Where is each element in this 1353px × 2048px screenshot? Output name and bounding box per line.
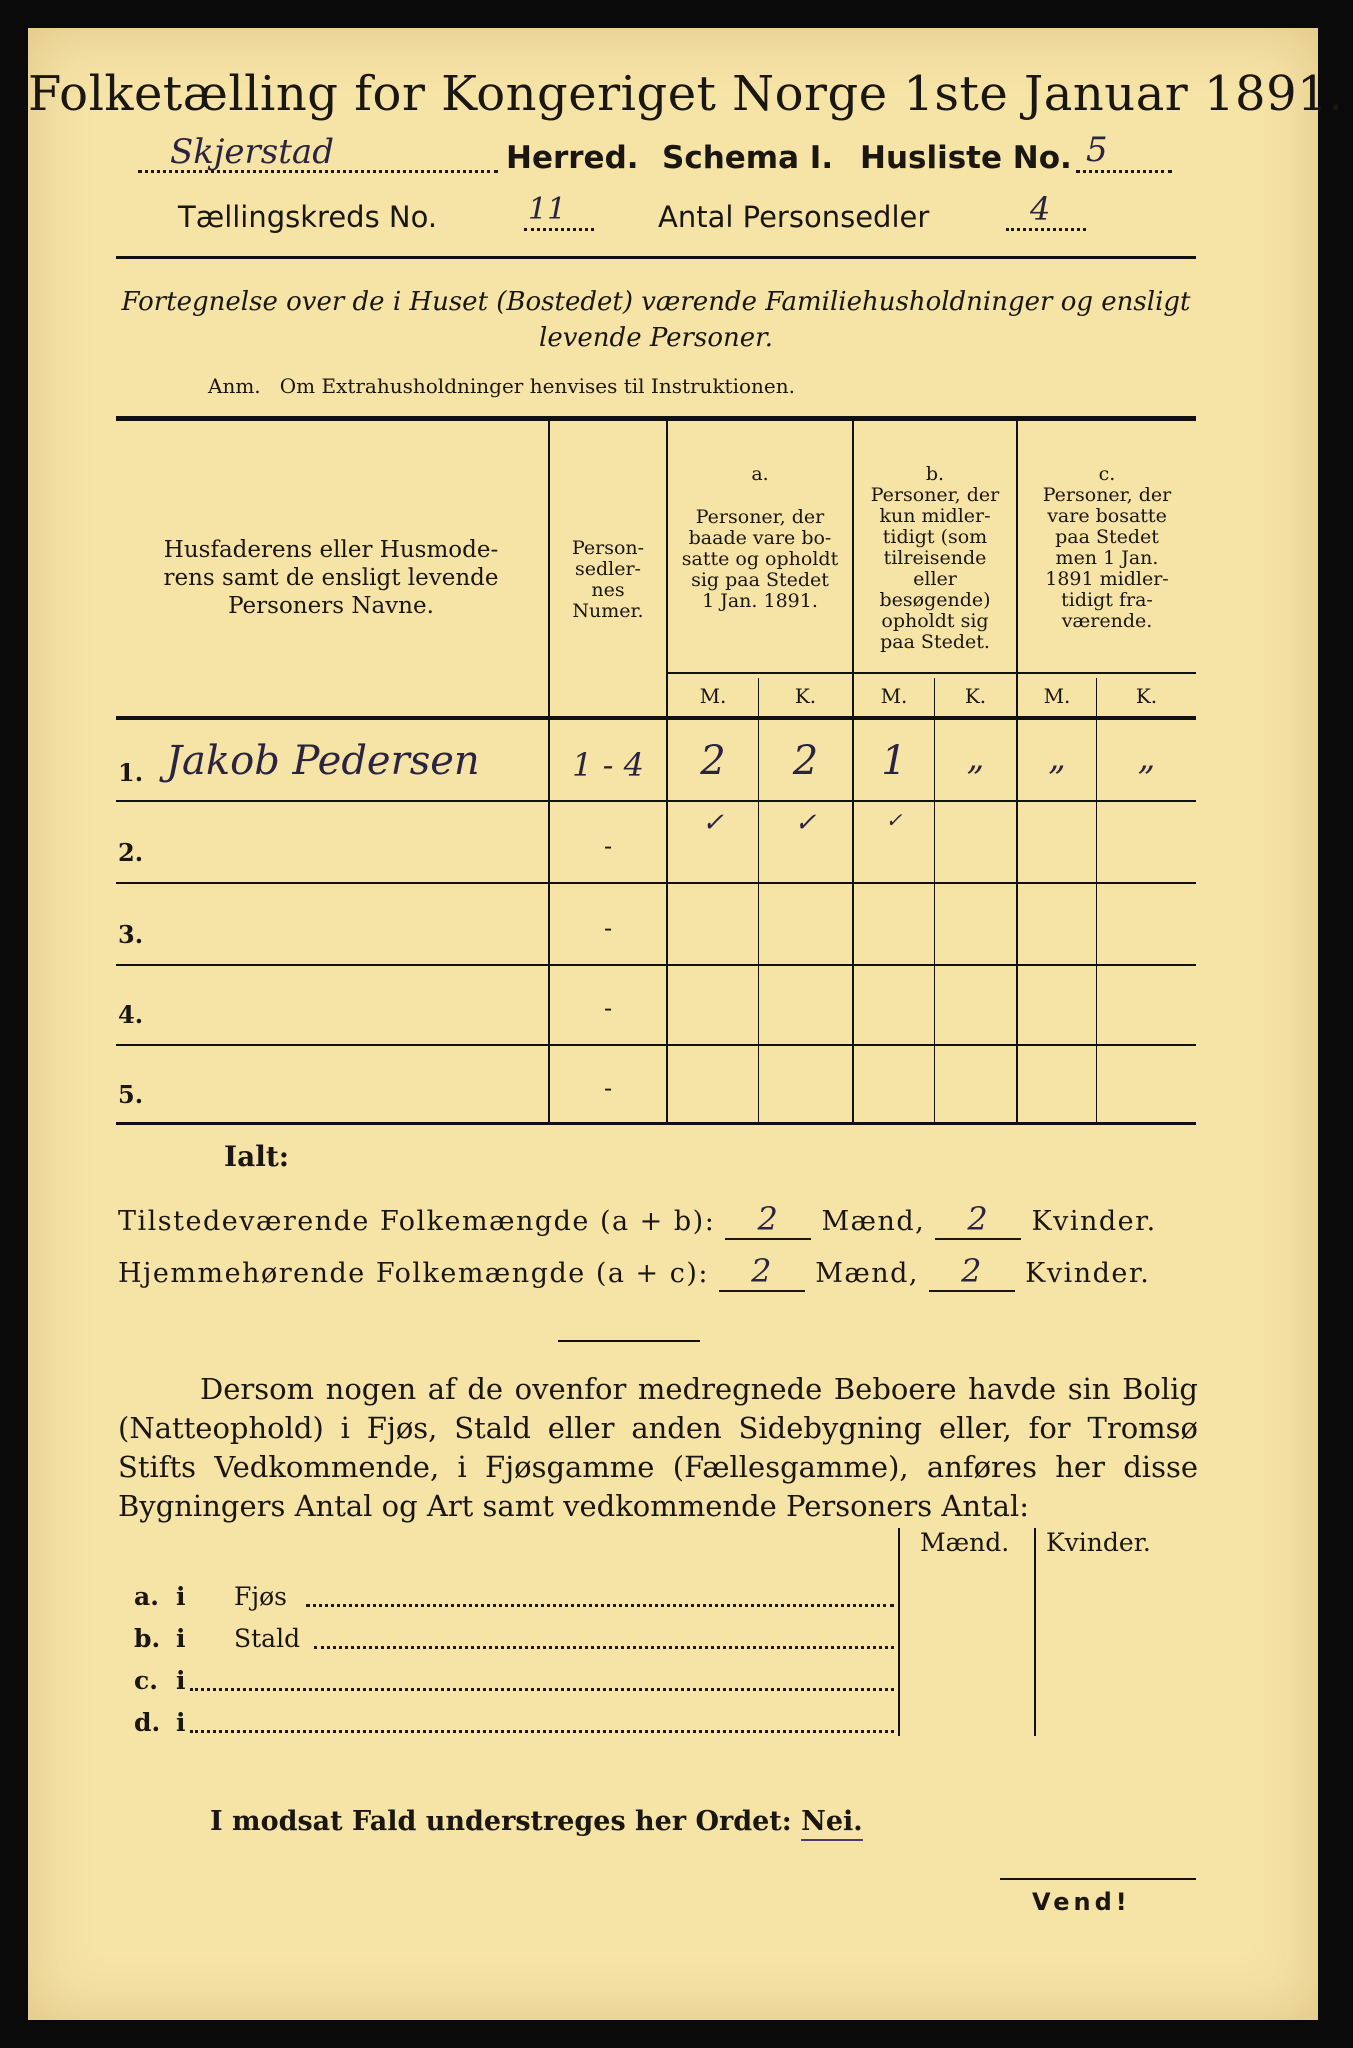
person-name: Jakob Pedersen	[166, 738, 480, 784]
header-col-b-line: kun midler-	[879, 505, 991, 527]
header-names-line: Husfaderens eller Husmode-	[163, 537, 499, 563]
header-names-line: rens samt de ensligt levende	[163, 565, 499, 591]
header-col-a-letter: a.	[751, 463, 769, 485]
vend-label: Vend!	[1032, 1888, 1131, 1916]
mk-label: M.	[880, 684, 908, 708]
anm-label: Anm.	[208, 374, 261, 398]
building-row	[134, 1666, 894, 1700]
sedler-number: -	[603, 914, 613, 942]
building-prefix: i	[176, 1708, 186, 1737]
row-number: 2.	[118, 838, 144, 867]
antal-number: 4	[1030, 190, 1051, 228]
header-col-a-line: baade vare bo-	[688, 527, 832, 549]
header-col-b-letter: b.	[925, 463, 945, 485]
mk-label: M.	[1043, 684, 1071, 708]
buildings-col-divider	[1034, 1528, 1036, 1736]
header-col-c-letter: c.	[1098, 463, 1116, 485]
ialt-label: Ialt:	[224, 1140, 290, 1173]
vend-rule	[1000, 1878, 1196, 1880]
header-sedler-line: Person-	[571, 537, 645, 559]
cell-b-m: ✓	[885, 808, 903, 832]
row-number: 5.	[118, 1080, 144, 1109]
kvinder-label: Kvinder.	[1031, 1206, 1157, 1237]
header-rule	[116, 256, 1196, 259]
tilstede-line	[118, 1200, 1157, 1240]
header-col-a-line: satte og opholdt	[681, 548, 839, 570]
header-col-c-line: vare bosatte	[1047, 505, 1167, 527]
header-col-b-line: eller	[913, 568, 957, 590]
header-sedler-line: sedler-	[575, 558, 641, 580]
cell-a-k: ✓	[794, 808, 817, 838]
kreds-label: Tællingskreds No.	[178, 200, 438, 234]
header-col-c-line: men 1 Jan.	[1055, 547, 1159, 569]
sedler-number: -	[603, 994, 613, 1022]
mk-label: K.	[794, 684, 817, 708]
cell-b-k: „	[966, 738, 985, 778]
kvinder-label: Kvinder.	[1025, 1258, 1151, 1289]
header-sedler-line: Numer.	[572, 600, 644, 622]
building-prefix: i	[176, 1624, 186, 1653]
building-letter: b.	[134, 1624, 161, 1653]
hjemme-kvinder-value: 2	[929, 1252, 1015, 1292]
header-col-c-line: 1891 midler-	[1045, 568, 1169, 590]
cell-a-m: ✓	[702, 808, 724, 838]
row-number: 4.	[118, 1000, 144, 1029]
anm-note	[208, 374, 795, 398]
header-col-a-line: sig paa Stedet	[691, 569, 829, 591]
cell-c-m: „	[1048, 738, 1066, 778]
tilstede-kvinder-value: 2	[935, 1200, 1021, 1240]
buildings-col-maend: Mænd.	[920, 1528, 1010, 1557]
header-col-c-line: Personer, der	[1042, 484, 1172, 506]
modsat-line	[210, 1806, 863, 1837]
hjemme-label: Hjemmehørende Folkemængde (a + c):	[118, 1258, 709, 1289]
header-col-b-line: opholdt sig	[881, 610, 989, 632]
header-col-b	[854, 464, 1016, 653]
mk-rule	[668, 672, 1196, 674]
household-table	[116, 416, 1196, 1126]
building-row	[134, 1624, 894, 1658]
building-row	[134, 1582, 894, 1616]
building-row	[134, 1708, 894, 1742]
antal-field	[1006, 190, 1086, 234]
table-row	[116, 802, 1196, 882]
header-col-a-line: 1 Jan. 1891.	[702, 590, 818, 612]
building-label: Stald	[234, 1624, 301, 1653]
table-top-rule	[116, 416, 1196, 421]
table-row	[116, 884, 1196, 964]
tilstede-maend-value: 2	[725, 1200, 811, 1240]
header-sedler	[550, 538, 666, 622]
herred-field	[138, 132, 498, 176]
nei-word: Nei.	[801, 1806, 863, 1841]
kreds-field	[524, 192, 594, 234]
header-col-a	[668, 464, 852, 612]
building-leader	[190, 1730, 894, 1733]
header-names-line: Personers Navne.	[228, 593, 434, 619]
building-leader	[190, 1688, 894, 1691]
maend-label: Mænd,	[821, 1206, 926, 1237]
section-divider	[558, 1340, 700, 1342]
table-row	[116, 1046, 1196, 1122]
mk-label: M.	[699, 684, 727, 708]
header-sedler-line: nes	[591, 579, 625, 601]
maend-label: Mænd,	[815, 1258, 919, 1289]
buildings-paragraph: Dersom nogen af de ovenfor medregnede Beboere havde sin Bolig (Natteophold) i Fjøs, Stald eller anden Sidebygning eller, for Tromsø Stifts Vedkommende, i Fjøsgamme (Fællesgamme), anføres her disse Bygningers Antal og Art samt vedkommende Personers Antal:	[118, 1372, 1198, 1523]
tilstede-label: Tilstedeværende Folkemængde (a + b):	[118, 1206, 716, 1237]
cell-c-k: „	[1137, 738, 1156, 778]
form-title: Folketælling for Kongeriget Norge 1ste Januar 1891.	[28, 66, 1344, 122]
buildings-col-kvinder: Kvinder.	[1046, 1528, 1151, 1557]
husliste-number: 5	[1086, 130, 1108, 170]
cell-b-m: 1	[881, 738, 907, 784]
row-number: 3.	[118, 920, 144, 949]
header-col-c-line: værende.	[1061, 610, 1153, 632]
antal-label: Antal Personsedler	[658, 200, 930, 234]
husliste-label: Husliste No.	[860, 140, 1072, 176]
hjemme-line	[118, 1252, 1150, 1292]
census-form-page	[28, 28, 1344, 2020]
sedler-number: -	[603, 832, 613, 860]
table-row	[116, 720, 1196, 800]
modsat-text: I modsat Fald understreges her Ordet:	[210, 1806, 792, 1837]
building-leader	[314, 1646, 894, 1649]
header-col-c	[1018, 464, 1196, 632]
header-col-a-line: Personer, der	[695, 506, 825, 528]
building-prefix: i	[176, 1582, 186, 1611]
husliste-field	[1076, 130, 1172, 176]
header-col-b-line: besøgende)	[879, 589, 991, 611]
cell-a-k: 2	[792, 738, 819, 784]
sedler-number: -	[603, 1074, 613, 1102]
intro-heading-line2: levende Personer.	[539, 323, 773, 353]
sedler-number: 1 - 4	[572, 746, 644, 784]
herred-name: Skjerstad	[170, 132, 334, 172]
row-number: 1.	[118, 758, 144, 787]
building-letter: c.	[134, 1666, 158, 1695]
intro-heading	[116, 284, 1196, 356]
schema-label: Schema I.	[662, 140, 834, 176]
kreds-number: 11	[528, 192, 567, 227]
anm-text: Om Extrahusholdninger henvises til Instruktionen.	[279, 374, 795, 398]
header-col-b-line: tidigt (som	[882, 526, 988, 548]
building-prefix: i	[176, 1666, 186, 1695]
header-col-c-line: tidigt fra-	[1061, 589, 1153, 611]
header-col-c-line: paa Stedet	[1055, 526, 1159, 548]
mk-label: K.	[1135, 684, 1158, 708]
herred-label: Herred.	[506, 140, 639, 176]
building-leader	[306, 1604, 894, 1607]
intro-heading-line1: Fortegnelse over de i Huset (Bostedet) værende Familiehusholdninger og ensligt	[121, 287, 1191, 317]
header-col-b-line: Personer, der	[870, 484, 1000, 506]
building-letter: d.	[134, 1708, 161, 1737]
building-label: Fjøs	[234, 1582, 287, 1611]
header-col-b-line: paa Stedet.	[880, 631, 990, 653]
hjemme-maend-value: 2	[719, 1252, 805, 1292]
table-row	[116, 966, 1196, 1044]
header-names	[116, 536, 546, 620]
mk-label: K.	[964, 684, 987, 708]
table-bottom-rule	[116, 1122, 1196, 1125]
buildings-col-divider	[898, 1528, 900, 1736]
cell-a-m: 2	[700, 738, 726, 784]
building-letter: a.	[134, 1582, 159, 1611]
header-col-b-line: tilreisende	[883, 547, 987, 569]
